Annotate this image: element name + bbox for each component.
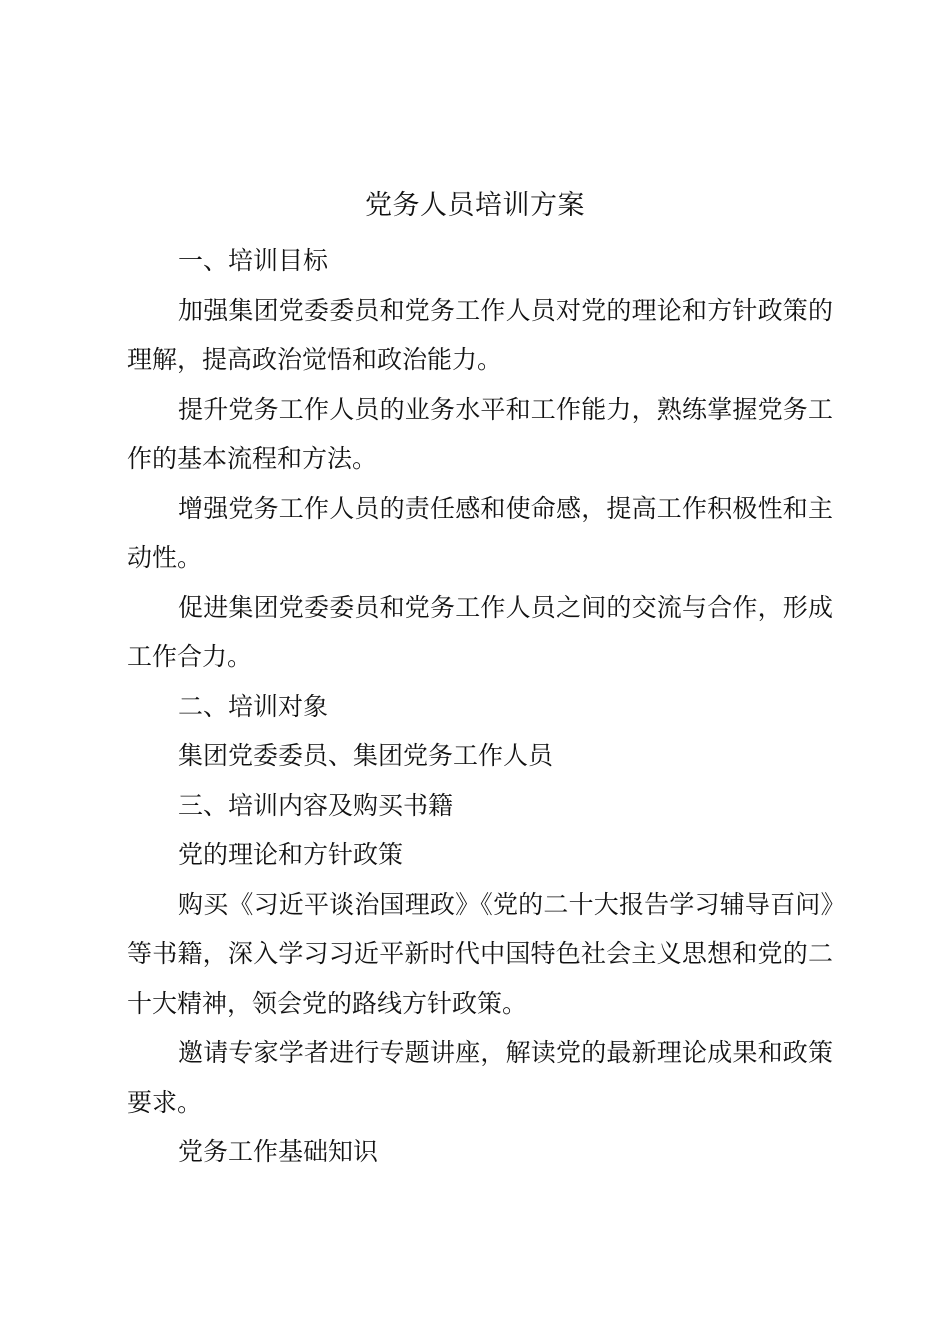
paragraph: 加强集团党委委员和党务工作人员对党的理论和方针政策的理解，提高政治觉悟和政治能力。 bbox=[127, 295, 833, 374]
paragraph: 提升党务工作人员的业务水平和工作能力，熟练掌握党务工作的基本流程和方法。 bbox=[127, 394, 833, 473]
document-body bbox=[127, 236, 833, 1177]
paragraph: 促进集团党委委员和党务工作人员之间的交流与合作，形成工作合力。 bbox=[127, 592, 833, 671]
section-heading-audience: 二、培训对象 bbox=[178, 691, 329, 721]
paragraph: 增强党务工作人员的责任感和使命感，提高工作积极性和主动性。 bbox=[127, 493, 833, 572]
section-heading-content: 三、培训内容及购买书籍 bbox=[178, 790, 454, 820]
paragraph: 集团党委委员、集团党务工作人员 bbox=[178, 741, 554, 770]
paragraph: 邀请专家学者进行专题讲座，解读党的最新理论成果和政策要求。 bbox=[127, 1038, 833, 1117]
document-title: 党务人员培训方案 bbox=[365, 190, 585, 221]
paragraph: 购买《习近平谈治国理政》《党的二十大报告学习辅导百问》等书籍，深入学习习近平新时代中国特色社会主义思想和党的二十大精神，领会党的路线方针政策。 bbox=[127, 889, 833, 1018]
subheading: 党的理论和方针政策 bbox=[178, 840, 404, 869]
subheading: 党务工作基础知识 bbox=[178, 1137, 379, 1166]
section-heading-goals: 一、培训目标 bbox=[178, 246, 329, 275]
